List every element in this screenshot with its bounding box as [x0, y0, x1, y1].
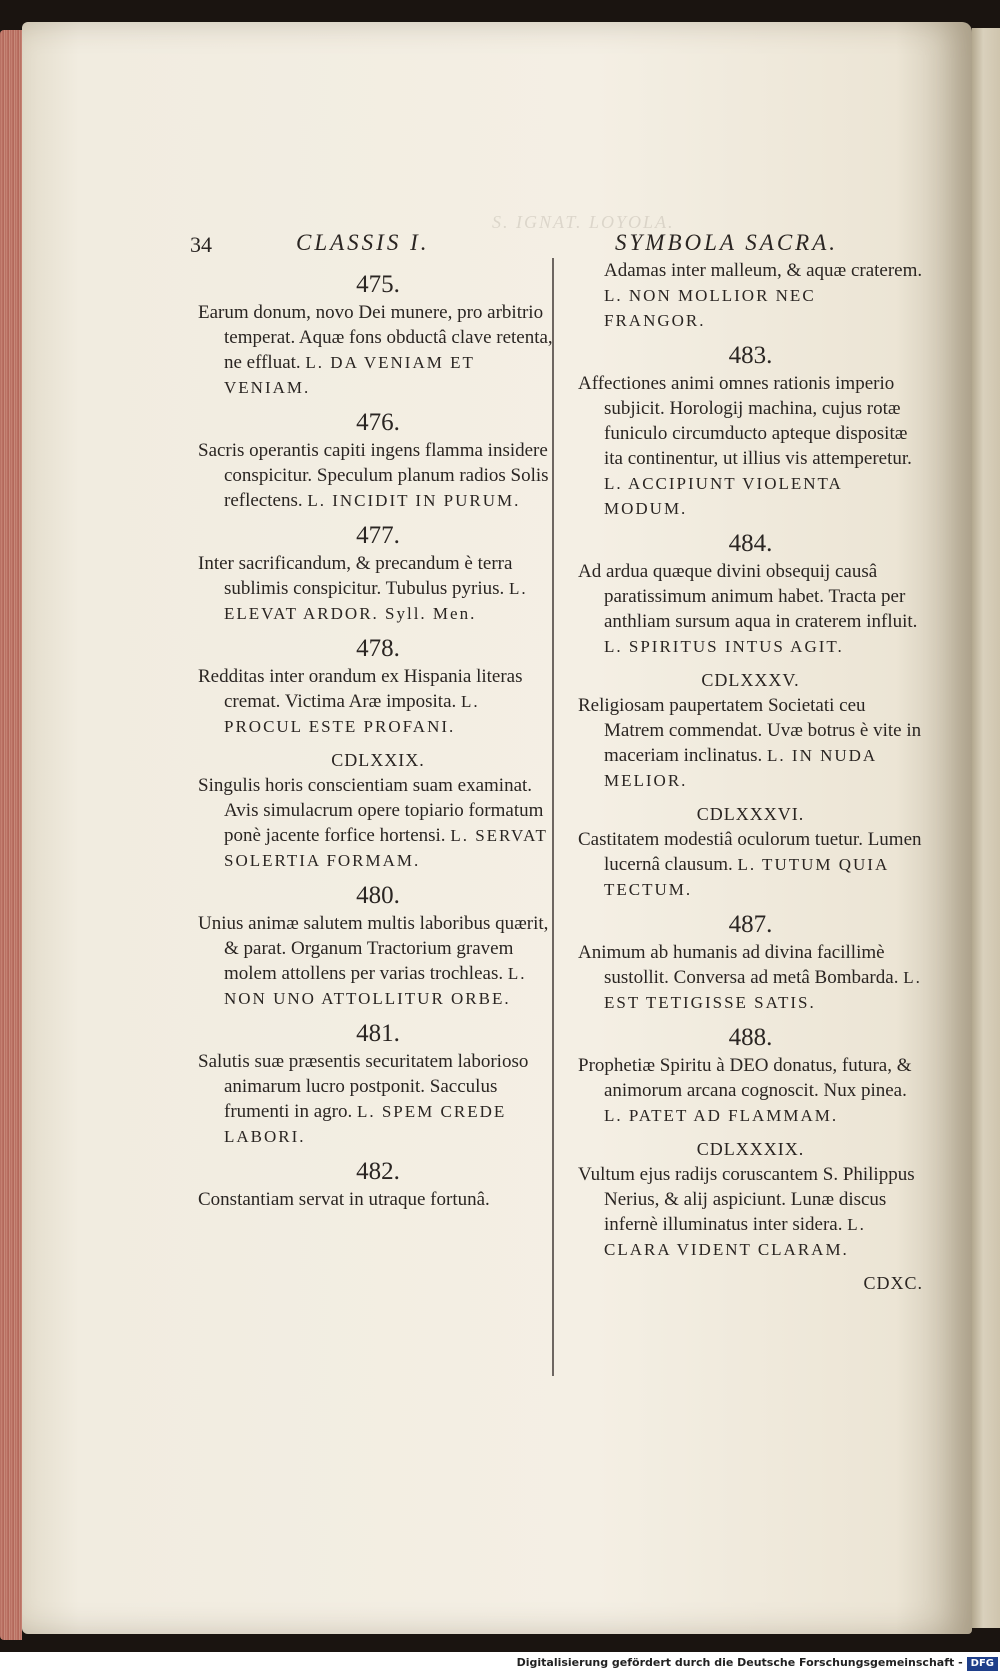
entry-description: Earum donum, novo Dei munere, pro arbitrio temperat. Aquæ fons obductâ clave retenta, ne effluat. — [198, 302, 553, 373]
entry-lemma: L. SPIRITUS INTUS AGIT. — [604, 637, 844, 656]
entry-lemma: L. NON MOLLIOR NEC FRANGOR. — [604, 286, 816, 330]
entry-488 — [578, 1023, 923, 1128]
running-head-right: SYMBOLA SACRA. — [615, 230, 839, 255]
entry-number: 482. — [356, 1158, 400, 1185]
entry-description: Constantiam servat in utraque fortunâ. — [198, 1189, 490, 1210]
dfg-logo: DFG — [967, 1657, 998, 1671]
entry-number: 488. — [728, 1024, 773, 1051]
entry-description: Unius animæ salutem multis laboribus quærit, & parat. Organum Tractorium gravem molem attollens per varias trochleas. — [198, 913, 549, 984]
page-number: 34 — [190, 232, 212, 257]
entry-486 — [578, 801, 923, 902]
catchword: CDXC. — [863, 1273, 923, 1293]
entry-number: CDLXXXIX. — [696, 1139, 805, 1159]
entry-475 — [198, 270, 558, 400]
entry-lemma: L. SERVAT SOLERTIA FORMAM. — [224, 826, 548, 870]
entry-482-continued — [578, 258, 923, 333]
entry-description: Singulis horis conscientiam suam examinat. Avis simulacrum opere topiario formatum ponè jacente forfice hortensi. — [198, 775, 544, 846]
entry-text — [578, 1162, 923, 1262]
entry-number: 478. — [356, 635, 400, 662]
entry-text — [578, 827, 923, 902]
entry-lemma: L. IN NUDA MELIOR. — [604, 746, 877, 790]
entry-481 — [198, 1019, 558, 1149]
entry-489 — [578, 1136, 923, 1262]
entry-lemma: L. INCIDIT IN PURUM. — [307, 491, 521, 510]
entry-text — [198, 1049, 558, 1149]
entry-description: Religiosam paupertatem Societati ceu Matrem commendat. Uvæ botrus è vite in maceriam inclinatus. — [578, 695, 922, 766]
entry-text — [198, 300, 558, 400]
entry-description: Affectiones animi omnes rationis imperio subjicit. Horologij machina, cujus rotæ funiculo circumducto apteque dispositæ ita continentur, ut illius vis attemperetur. — [578, 373, 912, 469]
entry-text — [578, 1053, 923, 1128]
entry-487 — [578, 910, 923, 1015]
entry-lemma: L. SPEM CREDE LABORI. — [224, 1102, 507, 1146]
entry-lemma: L. DA VENIAM ET VENIAM. — [224, 353, 475, 397]
entry-lemma: L. EST TETIGISSE SATIS. — [604, 968, 922, 1012]
entry-description: Adamas inter malleum, & aquæ craterem. — [604, 260, 923, 281]
entry-478 — [198, 634, 558, 739]
entry-text — [198, 438, 558, 513]
entry-number: CDLXXXV. — [701, 670, 800, 690]
entry-484 — [578, 529, 923, 659]
entry-text — [578, 559, 923, 659]
entry-description: Ad ardua quæque divini obsequij causâ paratissimum animum habet. Tracta per anthliam sursum aqua in craterem influit. — [578, 561, 918, 632]
entry-text — [578, 693, 923, 793]
entry-lemma: L. TUTUM QUIA TECTUM. — [604, 855, 889, 899]
entry-number: 475. — [356, 271, 400, 298]
entry-text — [198, 1187, 558, 1212]
entry-lemma: L. ACCIPIUNT VIOLENTA MODUM. — [604, 474, 842, 518]
running-head-left: CLASSIS I. — [296, 230, 430, 255]
entry-text — [198, 773, 558, 873]
entry-477 — [198, 521, 558, 626]
entry-482 — [198, 1157, 558, 1212]
entry-description: Vultum ejus radijs coruscantem S. Philippus Nerius, & alij aspiciunt. Lunæ discus infernè illuminatus inter sidera. — [578, 1164, 915, 1235]
entry-lemma: L. PATET AD FLAMMAM. — [604, 1106, 839, 1125]
entry-479 — [198, 747, 558, 873]
entry-description: Salutis suæ præsentis securitatem laborioso animarum lucro postponit. Sacculus frumenti in agro. — [198, 1051, 529, 1122]
entry-description: Sacris operantis capiti ingens flamma insidere conspicitur. Speculum planum radios Solis reflectens. — [198, 440, 549, 511]
entry-number: CDLXXXVI. — [696, 804, 805, 824]
book-page-edges — [0, 30, 22, 1640]
entry-485 — [578, 667, 923, 793]
entry-description: Inter sacrificandum, & precandum è terra sublimis conspicitur. Tubulus pyrius. — [198, 553, 513, 599]
entry-476 — [198, 408, 558, 513]
entry-number: 477. — [356, 522, 400, 549]
entry-text — [578, 940, 923, 1015]
entry-483 — [578, 341, 923, 521]
entry-text — [198, 664, 558, 739]
entry-description: Castitatem modestiâ oculorum tuetur. Lumen lucernâ clausum. — [578, 829, 922, 875]
entry-text — [578, 258, 923, 333]
entry-number: 481. — [356, 1020, 400, 1047]
entry-number: 480. — [356, 882, 400, 909]
entry-number: CDLXXIX. — [331, 750, 425, 770]
entry-number: 484. — [728, 530, 773, 557]
entry-number: 487. — [728, 911, 773, 938]
entry-text — [198, 551, 558, 626]
entry-480 — [198, 881, 558, 1011]
entry-number: 476. — [356, 409, 400, 436]
next-page-edge — [972, 28, 1000, 1628]
entry-number: 483. — [728, 342, 773, 369]
left-column — [198, 270, 558, 1220]
entry-description: Prophetiæ Spiritu à DEO donatus, futura, & animorum arcana cognoscit. Nux pinea. — [578, 1055, 912, 1101]
entry-text — [198, 911, 558, 1011]
right-column — [578, 258, 923, 1296]
digitization-footer — [0, 1652, 1000, 1673]
bleed-through-text: S. IGNAT. LOYOLA. — [492, 212, 675, 232]
entry-text — [578, 371, 923, 521]
entry-lemma: L. ELEVAT ARDOR. Syll. Men. — [224, 579, 528, 623]
entry-description: Redditas inter orandum ex Hispania literas cremat. Victima Aræ imposita. — [198, 666, 523, 712]
entry-description: Animum ab humanis ad divina facillimè sustollit. Conversa ad metâ Bombarda. — [578, 942, 899, 988]
entry-lemma: L. CLARA VIDENT CLARAM. — [604, 1215, 866, 1259]
entry-lemma: L. PROCUL ESTE PROFANI. — [224, 692, 480, 736]
funding-credit: Digitalisierung gefördert durch die Deutsche Forschungsgemeinschaft - — [516, 1656, 963, 1669]
entry-lemma: L. NON UNO ATTOLLITUR ORBE. — [224, 964, 527, 1008]
